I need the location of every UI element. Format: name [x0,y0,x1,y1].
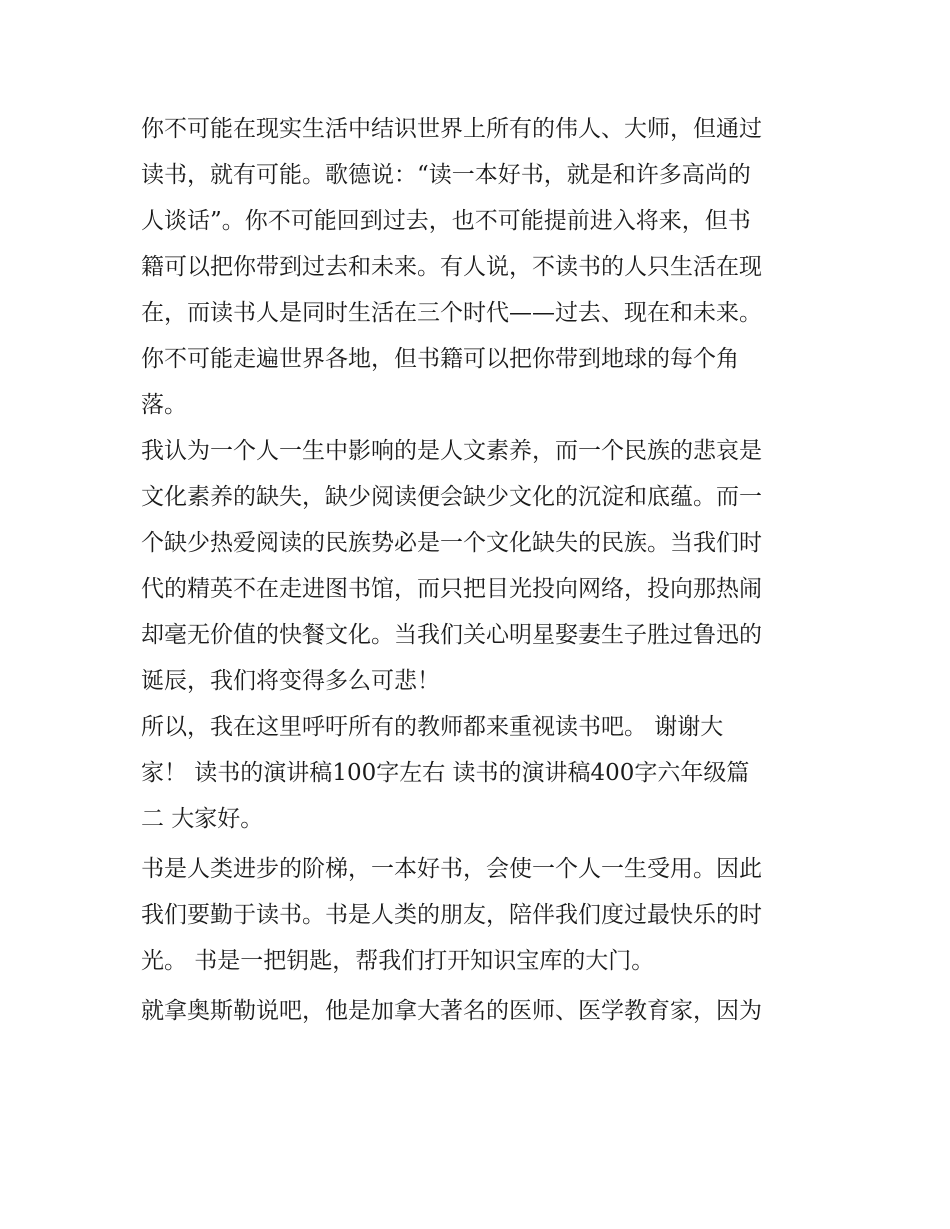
text-line: 就拿奥斯勒说吧，他是加拿大著名的医师、医学教育家，因为 [141,998,762,1024]
text-line: 个缺少热爱阅读的民族势必是一个文化缺失的民族。当我们时 [141,530,762,556]
text-line: 落。 [141,392,187,418]
paragraph-4 [141,846,821,984]
paragraph-1 [141,106,821,428]
text-line: 人谈话”。你不可能回到过去，也不可能提前进入将来，但书 [141,208,751,234]
text-line: 二 大家好。 [141,806,264,832]
text-line: 却毫无价值的快餐文化。当我们关心明星娶妻生子胜过鲁迅的 [141,622,762,648]
paragraph-2 [141,428,821,704]
text-line: 代的精英不在走进图书馆，而只把目光投向网络，投向那热闹 [141,576,762,602]
text-line: 我们要勤于读书。书是人类的朋友，陪伴我们度过最快乐的时 [141,902,762,928]
text-line: 你不可能在现实生活中结识世界上所有的伟人、大师，但通过 [141,116,762,142]
text-line: 我认为一个人一生中影响的是人文素养，而一个民族的悲哀是 [141,438,762,464]
paragraph-3 [141,704,821,842]
text-line: 你不可能走遍世界各地，但书籍可以把你带到地球的每个角 [141,346,739,372]
text-line: 诞辰，我们将变得多么可悲！ [141,668,440,694]
text-line: 在，而读书人是同时生活在三个时代——过去、现在和未来。 [141,300,762,326]
text-line: 读书，就有可能。歌德说：“读一本好书，就是和许多高尚的 [141,162,751,188]
text-line: 所以，我在这里呼吁所有的教师都来重视读书吧。 谢谢大 [141,714,724,740]
text-line: 文化素养的缺失，缺少阅读便会缺少文化的沉淀和底蕴。而一 [141,484,762,510]
text-line: 籍可以把你带到过去和未来。有人说，不读书的人只生活在现 [141,254,762,280]
document-body [141,106,821,1034]
text-line: 书是人类进步的阶梯，一本好书，会使一个人一生受用。因此 [141,856,762,882]
text-line: 家！ 读书的演讲稿100字左右 读书的演讲稿400字六年级篇 [141,760,750,786]
paragraph-5 [141,988,821,1034]
text-line: 光。 书是一把钥匙，帮我们打开知识宝库的大门。 [141,948,655,974]
